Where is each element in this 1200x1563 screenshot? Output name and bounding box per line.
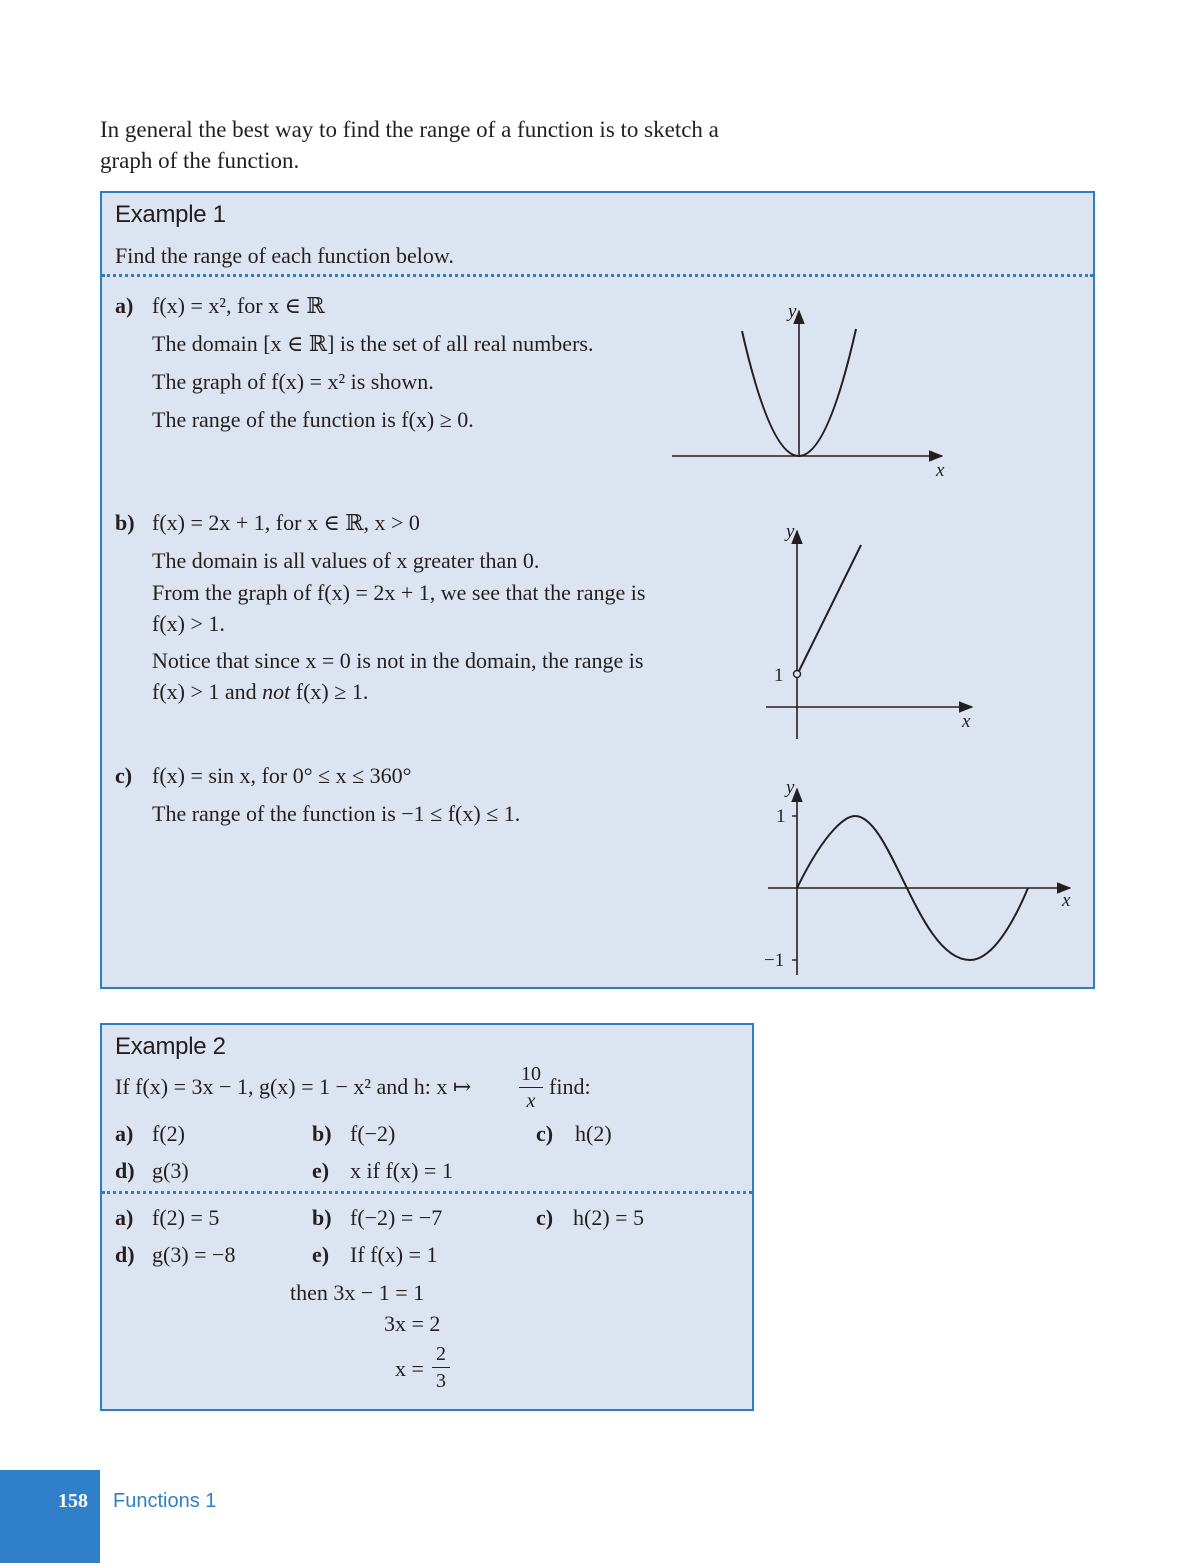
ans-a-label: a) [115,1205,134,1230]
graph-sine [752,773,1082,978]
part-c-line-1: The range of the function is −1 ≤ f(x) ≤ 1. [152,801,521,826]
graph-line [752,513,992,743]
ans-e-text: If f(x) = 1 [350,1242,438,1267]
open-circle-endpoint [794,671,801,678]
part-b-line-4: Notice that since x = 0 is not in the domain, the range is [152,648,644,673]
ans-a-text: f(2) = 5 [152,1205,220,1230]
example-2-title: Example 2 [115,1033,226,1060]
q-e-text: x if f(x) = 1 [350,1158,453,1183]
y-axis-label: y [786,777,795,798]
fraction-bar [519,1087,543,1088]
emphasis-not: not [262,679,291,704]
working-line-3: x = [395,1356,424,1381]
footer-tab [0,1470,100,1563]
part-c-question: f(x) = sin x, for 0° ≤ x ≤ 360° [152,763,412,788]
example-2-prompt [115,1074,471,1100]
q-d-text: g(3) [152,1158,189,1183]
ans-d-text: g(3) = −8 [152,1242,236,1267]
q-a-text: f(2) [152,1121,185,1146]
q-c-label: c) [536,1121,554,1146]
x-axis-label: x [962,711,971,732]
q-d-label: d) [115,1158,135,1183]
q-b-label: b) [312,1121,332,1146]
graph-parabola [662,293,962,483]
intro-line-1: In general the best way to find the range of a function is to sketch a [100,117,719,142]
linear-graph-line [798,545,861,673]
chapter-title: Functions 1 [113,1490,217,1512]
y-axis-label: y [788,301,797,322]
part-b-question: f(x) = 2x + 1, for x ∈ ℝ, x > 0 [152,510,420,535]
example-1-box [100,191,1095,989]
q-c-text: h(2) [575,1121,612,1146]
part-b-line-1: The domain is all values of x greater than 0. [152,548,540,573]
prompt-find: find: [549,1074,591,1099]
example-1-title: Example 1 [115,201,226,228]
part-a-line-3: The range of the function is f(x) ≥ 0. [152,407,474,432]
example-1-prompt: Find the range of each function below. [115,243,454,268]
prompt-text: If f(x) = 3x − 1, g(x) = 1 − x² and h: x ↦ [115,1074,472,1099]
ans-b-text: f(−2) = −7 [350,1205,443,1230]
part-a-line-1: The domain [x ∈ ℝ] is the set of all real numbers. [152,331,594,356]
x-axis-label: x [1062,890,1071,911]
example-2-box [100,1023,754,1411]
part-a-question: f(x) = x², for x ∈ ℝ [152,293,325,318]
working-line-1: then 3x − 1 = 1 [290,1280,425,1305]
fraction-denominator: x [526,1090,536,1112]
y-max-label: 1 [776,806,786,827]
q-b-text: f(−2) [350,1121,396,1146]
intro-paragraph [100,114,800,176]
working-fraction-numerator: 2 [436,1343,446,1365]
part-b-line-2: From the graph of f(x) = 2x + 1, we see that the range is [152,580,646,605]
q-e-label: e) [312,1158,330,1183]
q-a-label: a) [115,1121,134,1146]
ans-e-label: e) [312,1242,330,1267]
part-b-label: b) [115,510,135,535]
part-b-line-3: f(x) > 1. [152,611,225,636]
x-axis-label: x [936,460,945,481]
y-min-label: −1 [764,950,785,971]
fraction-numerator: 10 [521,1063,541,1085]
dotted-divider [102,274,1093,277]
page-number: 158 [58,1490,88,1512]
ans-c-text: h(2) = 5 [573,1205,645,1230]
part-a-line-2: The graph of f(x) = x² is shown. [152,369,434,394]
part-a-label: a) [115,293,134,318]
ans-b-label: b) [312,1205,332,1230]
dotted-divider [102,1191,752,1194]
working-fraction [430,1343,452,1392]
fraction-bar [432,1367,450,1368]
part-c-label: c) [115,763,133,788]
prompt-fraction [516,1063,546,1112]
intro-line-2: graph of the function. [100,148,300,173]
y-axis-label: y [786,521,795,542]
y-intercept-label: 1 [774,665,784,686]
working-line-2: 3x = 2 [384,1311,441,1336]
ans-c-label: c) [536,1205,554,1230]
part-b-line-5: f(x) > 1 and not f(x) ≥ 1. [152,679,369,704]
working-fraction-denominator: 3 [436,1370,446,1392]
ans-d-label: d) [115,1242,135,1267]
